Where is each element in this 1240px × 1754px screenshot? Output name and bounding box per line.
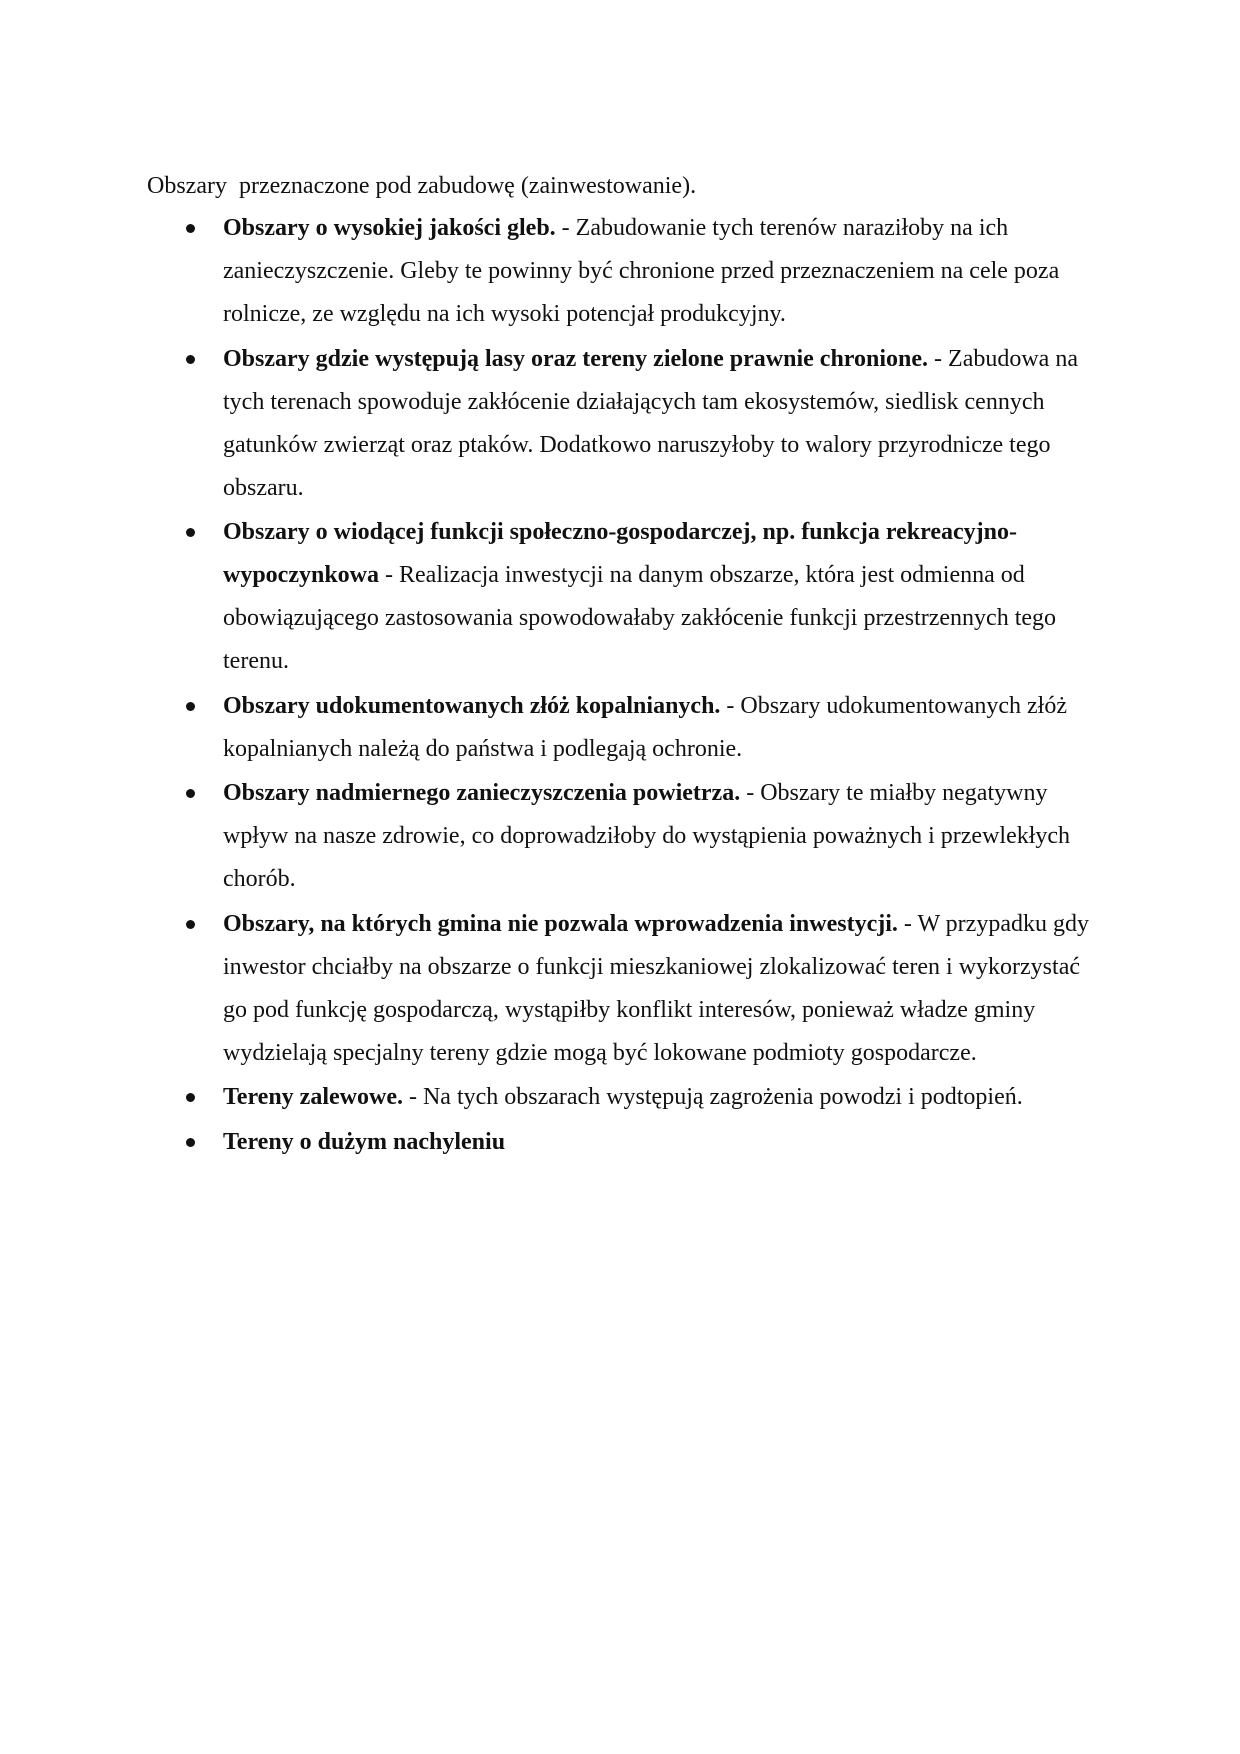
- list-item: [223, 207, 1103, 336]
- bullet-list: [223, 207, 1103, 1165]
- bullet-icon: [186, 528, 195, 537]
- item-title: Obszary o wysokiej jakości gleb.: [223, 215, 556, 241]
- item-title: Obszary o wiodącej funkcji społeczno-gospodarczej, np. funkcja rekreacyjno-wypoczynkowa: [223, 519, 1017, 588]
- item-text: - Na tych obszarach występują zagrożenia powodzi i podtopień.: [402, 1084, 1023, 1110]
- bullet-icon: [186, 224, 195, 233]
- item-text: - W przypadku gdy inwestor chciałby na obszarze o funkcji mieszkaniowej zlokalizować teren i wykorzystać go pod funkcję gospodarczą, wystąpiłby konflikt interesów, ponieważ władze gminy wydzielają specjalny tereny gdzie mogą być lokowane podmioty gospodarcze.: [223, 910, 1089, 1066]
- list-item: [223, 1076, 1103, 1119]
- bullet-icon: [186, 789, 195, 798]
- bullet-icon: [186, 920, 195, 929]
- list-item: [223, 1121, 1103, 1164]
- list-item: [223, 903, 1103, 1075]
- list-item: [223, 338, 1103, 510]
- item-text: - Obszary udokumentowanych złóż kopalnianych należą do państwa i podlegają ochronie.: [223, 692, 1067, 762]
- item-title: Tereny o dużym nachyleniu: [223, 1128, 506, 1155]
- bullet-icon: [186, 355, 195, 364]
- list-item: [223, 772, 1103, 901]
- item-text: - Obszary te miałby negatywny wpływ na nasze zdrowie, co doprowadziłoby do wystąpienia poważnych i przewlekłych chorób.: [223, 780, 1071, 892]
- item-title: Obszary, na których gmina nie pozwala wprowadzenia inwestycji.: [223, 910, 898, 937]
- list-item: [223, 685, 1103, 771]
- bullet-icon: [186, 1138, 195, 1147]
- item-text: - Realizacja inwestycji na danym obszarze, która jest odmienna od obowiązującego zastosowania spowodowałaby zakłócenie funkcji przestrzennych tego terenu.: [223, 562, 1057, 674]
- item-title: Obszary nadmiernego zanieczyszczenia powietrza.: [223, 780, 741, 806]
- item-title: Tereny zalewowe.: [223, 1084, 403, 1110]
- bullet-icon: [186, 1093, 195, 1102]
- item-text: - Zabudowanie tych terenów naraziłoby na ich zanieczyszczenie. Gleby te powinny być chronione przed przeznaczeniem na cele poza rolnicze, ze względu na ich wysoki potencjał produkcyjny.: [223, 215, 1060, 327]
- bullet-icon: [186, 702, 195, 711]
- item-title: Obszary gdzie występują lasy oraz tereny zielone prawnie chronione.: [223, 345, 929, 372]
- item-text: - Zabudowa na tych terenach spowoduje zakłócenie działających tam ekosystemów, siedlisk cennych gatunków zwierząt oraz ptaków. Dodatkowo naruszyłoby to walory przyrodnicze tego obszaru.: [223, 345, 1078, 501]
- list-item: [223, 511, 1103, 683]
- intro-heading: Obszary przeznaczone pod zabudowę (zainwestowanie).: [147, 173, 697, 199]
- item-title: Obszary udokumentowanych złóż kopalnianych.: [223, 692, 721, 719]
